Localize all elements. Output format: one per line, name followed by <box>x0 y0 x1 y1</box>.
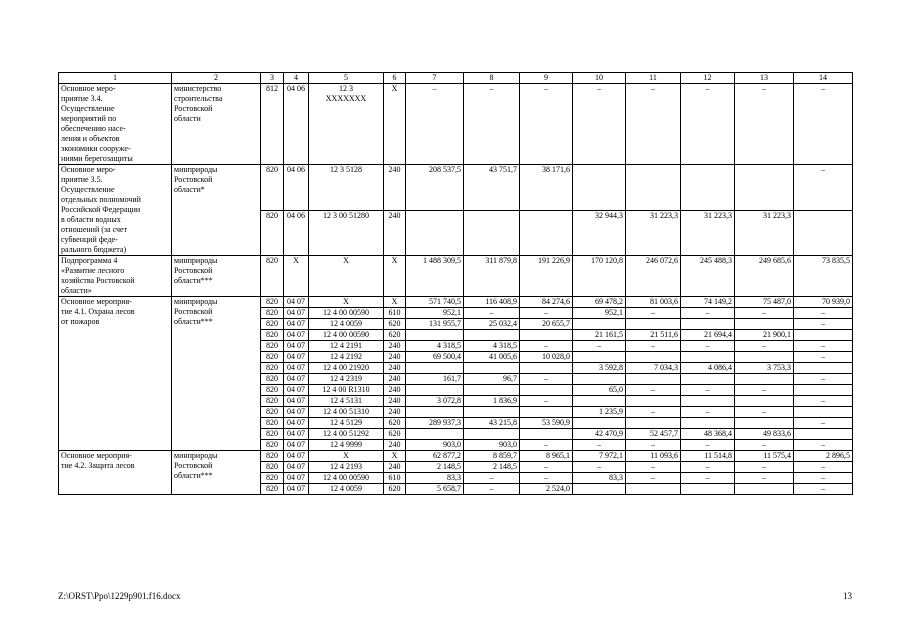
cell: 820 <box>261 407 284 418</box>
cell <box>406 385 464 396</box>
file-path: Z:\ORST\Ppo\1229p901.f16.docx <box>58 591 181 601</box>
table-row <box>59 451 853 462</box>
cell: – <box>626 462 681 473</box>
cell: 31 223,3 <box>626 210 681 256</box>
header-row <box>59 73 853 84</box>
cell: 116 408,9 <box>464 297 520 308</box>
cell <box>520 210 573 256</box>
cell: 1 235,9 <box>573 407 626 418</box>
cell <box>626 418 681 429</box>
cell: 12 4 0059 <box>309 484 384 495</box>
cell: 21 161,5 <box>573 330 626 341</box>
cell: 240 <box>384 396 406 407</box>
cell: – <box>735 440 794 451</box>
cell: – <box>626 473 681 484</box>
cell: – <box>794 473 853 484</box>
cell: – <box>406 84 464 165</box>
cell: X <box>284 256 309 297</box>
cell: X <box>309 451 384 462</box>
cell: 820 <box>261 341 284 352</box>
measure-name: Основное мероприя- тие 4.1. Охрана лесов от пожаров <box>59 297 172 451</box>
cell: 8 859,7 <box>464 451 520 462</box>
cell: – <box>464 308 520 319</box>
cell: 04 07 <box>284 418 309 429</box>
cell <box>406 407 464 418</box>
cell: – <box>681 440 735 451</box>
cell: 952,1 <box>406 308 464 319</box>
cell: – <box>520 374 573 385</box>
cell: 820 <box>261 429 284 440</box>
cell <box>464 429 520 440</box>
cell: 903,0 <box>464 440 520 451</box>
cell: 04 07 <box>284 352 309 363</box>
cell: 32 944,3 <box>573 210 626 256</box>
cell: – <box>735 407 794 418</box>
cell <box>735 352 794 363</box>
cell <box>794 385 853 396</box>
cell: 820 <box>261 308 284 319</box>
cell <box>464 363 520 374</box>
cell: 69 500,4 <box>406 352 464 363</box>
page-footer <box>58 591 852 601</box>
cell: 3 072,8 <box>406 396 464 407</box>
cell: – <box>626 407 681 418</box>
cell: 04 07 <box>284 363 309 374</box>
cell: 4 318,5 <box>406 341 464 352</box>
cell: 65,0 <box>573 385 626 396</box>
cell: 12 4 5131 <box>309 396 384 407</box>
cell: 620 <box>384 418 406 429</box>
column-number: 9 <box>520 73 573 84</box>
cell <box>520 429 573 440</box>
cell: 12 3 XXXXXXX <box>309 84 384 165</box>
cell: 5 658,7 <box>406 484 464 495</box>
cell: 240 <box>384 462 406 473</box>
cell <box>520 363 573 374</box>
cell: 620 <box>384 484 406 495</box>
cell: 610 <box>384 473 406 484</box>
cell: – <box>681 407 735 418</box>
cell <box>626 352 681 363</box>
cell: 12 4 2193 <box>309 462 384 473</box>
executor-name: минприроды Ростовской области* <box>172 165 261 256</box>
cell: 83,3 <box>573 473 626 484</box>
cell <box>406 429 464 440</box>
cell <box>794 330 853 341</box>
cell: – <box>794 462 853 473</box>
cell: 04 07 <box>284 429 309 440</box>
cell <box>406 363 464 374</box>
cell: 38 171,6 <box>520 165 573 211</box>
cell: 31 223,3 <box>735 210 794 256</box>
cell: 12 4 00 R1310 <box>309 385 384 396</box>
column-number: 11 <box>626 73 681 84</box>
cell: 2 896,5 <box>794 451 853 462</box>
cell: X <box>384 84 406 165</box>
cell: 70 939,0 <box>794 297 853 308</box>
column-number: 13 <box>735 73 794 84</box>
cell: 610 <box>384 308 406 319</box>
cell: 2 524,0 <box>520 484 573 495</box>
cell: 903,0 <box>406 440 464 451</box>
cell: 4 086,4 <box>681 363 735 374</box>
cell <box>626 165 681 211</box>
cell <box>735 484 794 495</box>
cell <box>794 429 853 440</box>
cell: 7 972,1 <box>573 451 626 462</box>
cell: – <box>735 341 794 352</box>
cell: 820 <box>261 297 284 308</box>
cell: 81 003,6 <box>626 297 681 308</box>
cell: 20 655,7 <box>520 319 573 330</box>
cell: – <box>794 319 853 330</box>
cell: – <box>626 385 681 396</box>
cell: – <box>794 308 853 319</box>
cell: – <box>520 396 573 407</box>
measure-name: Подпрограмма 4 «Развитие лесного хозяйства Ростовской области» <box>59 256 172 297</box>
cell: 04 07 <box>284 308 309 319</box>
cell: 41 005,6 <box>464 352 520 363</box>
cell: 12 4 00 21920 <box>309 363 384 374</box>
cell: – <box>573 462 626 473</box>
cell: 1 488 309,5 <box>406 256 464 297</box>
cell: – <box>626 341 681 352</box>
cell: – <box>794 165 853 211</box>
cell: – <box>735 84 794 165</box>
cell: – <box>681 84 735 165</box>
cell <box>681 374 735 385</box>
cell: 73 835,5 <box>794 256 853 297</box>
cell: 952,1 <box>573 308 626 319</box>
cell: – <box>626 308 681 319</box>
cell: 04 07 <box>284 451 309 462</box>
cell: 3 592,8 <box>573 363 626 374</box>
cell: 820 <box>261 374 284 385</box>
cell: 240 <box>384 363 406 374</box>
cell: – <box>626 84 681 165</box>
cell: 49 833,6 <box>735 429 794 440</box>
cell <box>573 484 626 495</box>
cell: 12 3 5128 <box>309 165 384 211</box>
cell: 11 093,6 <box>626 451 681 462</box>
cell <box>735 418 794 429</box>
table-row <box>59 84 853 165</box>
cell: X <box>309 256 384 297</box>
cell <box>735 374 794 385</box>
measure-name: Основное мероприя- тие 4.2. Защита лесов <box>59 451 172 495</box>
cell: – <box>794 440 853 451</box>
column-number: 7 <box>406 73 464 84</box>
cell: 04 07 <box>284 319 309 330</box>
cell: 820 <box>261 451 284 462</box>
cell: 96,7 <box>464 374 520 385</box>
cell: 240 <box>384 165 406 211</box>
cell: – <box>626 440 681 451</box>
cell: 249 685,6 <box>735 256 794 297</box>
cell: 04 06 <box>284 210 309 256</box>
cell <box>573 418 626 429</box>
cell: 12 4 0059 <box>309 319 384 330</box>
cell: 240 <box>384 341 406 352</box>
cell: 12 4 00 51292 <box>309 429 384 440</box>
column-number: 4 <box>284 73 309 84</box>
column-number: 10 <box>573 73 626 84</box>
cell: 245 488,3 <box>681 256 735 297</box>
cell <box>626 374 681 385</box>
cell <box>735 319 794 330</box>
cell <box>573 319 626 330</box>
cell: – <box>735 308 794 319</box>
cell: 74 149,2 <box>681 297 735 308</box>
cell: – <box>520 308 573 319</box>
cell: 191 226,9 <box>520 256 573 297</box>
column-number: 3 <box>261 73 284 84</box>
cell: – <box>681 341 735 352</box>
cell: 31 223,3 <box>681 210 735 256</box>
cell: – <box>681 308 735 319</box>
cell: – <box>794 374 853 385</box>
cell <box>794 210 853 256</box>
cell: 620 <box>384 429 406 440</box>
cell: 53 590,9 <box>520 418 573 429</box>
cell: 240 <box>384 407 406 418</box>
cell: 43 215,8 <box>464 418 520 429</box>
cell <box>626 319 681 330</box>
cell: – <box>794 352 853 363</box>
cell: – <box>573 341 626 352</box>
cell: 311 879,8 <box>464 256 520 297</box>
cell: 04 07 <box>284 484 309 495</box>
cell <box>573 374 626 385</box>
cell <box>406 330 464 341</box>
table-row <box>59 297 853 308</box>
cell: 10 028,0 <box>520 352 573 363</box>
cell: 820 <box>261 484 284 495</box>
cell: 69 478,2 <box>573 297 626 308</box>
cell: 12 4 5129 <box>309 418 384 429</box>
cell: 21 511,6 <box>626 330 681 341</box>
cell: 12 4 00 00590 <box>309 330 384 341</box>
cell: 21 900,1 <box>735 330 794 341</box>
cell: 820 <box>261 363 284 374</box>
cell: – <box>794 341 853 352</box>
column-number: 5 <box>309 73 384 84</box>
cell: 240 <box>384 374 406 385</box>
cell: 12 4 00 00590 <box>309 473 384 484</box>
cell <box>626 484 681 495</box>
cell: 571 740,5 <box>406 297 464 308</box>
cell: X <box>384 297 406 308</box>
cell: 04 06 <box>284 84 309 165</box>
cell <box>794 407 853 418</box>
column-number: 12 <box>681 73 735 84</box>
cell: 246 072,6 <box>626 256 681 297</box>
cell <box>794 363 853 374</box>
executor-name: минприроды Ростовской области*** <box>172 256 261 297</box>
cell: 820 <box>261 418 284 429</box>
cell: – <box>681 473 735 484</box>
cell: – <box>794 418 853 429</box>
executor-name: министерство строительства Ростовской области <box>172 84 261 165</box>
cell: – <box>520 440 573 451</box>
cell: 289 937,3 <box>406 418 464 429</box>
cell: 240 <box>384 210 406 256</box>
cell: 3 753,3 <box>735 363 794 374</box>
cell: 04 07 <box>284 396 309 407</box>
cell: – <box>681 462 735 473</box>
cell <box>573 165 626 211</box>
cell: 820 <box>261 256 284 297</box>
cell: – <box>464 84 520 165</box>
cell: 620 <box>384 330 406 341</box>
column-number: 2 <box>172 73 261 84</box>
cell <box>464 407 520 418</box>
cell: X <box>384 256 406 297</box>
cell: – <box>735 385 794 396</box>
cell <box>681 418 735 429</box>
cell: 240 <box>384 385 406 396</box>
cell: 820 <box>261 165 284 211</box>
cell: 812 <box>261 84 284 165</box>
measure-name: Основное меро- приятие 3.5. Осуществление отдельных полномочий Российской Федерации в области водных отношений (за счет субвенций феде- рального бюджета) <box>59 165 172 256</box>
cell: 820 <box>261 330 284 341</box>
cell: – <box>520 462 573 473</box>
cell: 84 274,6 <box>520 297 573 308</box>
cell: – <box>464 473 520 484</box>
cell: – <box>681 385 735 396</box>
cell: 820 <box>261 473 284 484</box>
cell: 04 07 <box>284 330 309 341</box>
table-row <box>59 165 853 211</box>
cell <box>464 210 520 256</box>
cell <box>520 330 573 341</box>
cell: – <box>794 396 853 407</box>
cell: 11 575,4 <box>735 451 794 462</box>
cell: 2 148,5 <box>464 462 520 473</box>
cell: 43 751,7 <box>464 165 520 211</box>
cell: 12 4 2319 <box>309 374 384 385</box>
executor-name: минприроды Ростовской области*** <box>172 451 261 495</box>
cell: 820 <box>261 462 284 473</box>
cell <box>735 165 794 211</box>
cell: 21 694,4 <box>681 330 735 341</box>
cell <box>520 385 573 396</box>
cell: 12 4 00 51310 <box>309 407 384 418</box>
cell: 240 <box>384 440 406 451</box>
cell: 75 487,0 <box>735 297 794 308</box>
cell: 820 <box>261 210 284 256</box>
cell: 04 07 <box>284 473 309 484</box>
cell <box>626 396 681 407</box>
cell: 62 877,2 <box>406 451 464 462</box>
cell: 04 07 <box>284 374 309 385</box>
cell: – <box>520 341 573 352</box>
cell <box>681 319 735 330</box>
cell: 1 836,9 <box>464 396 520 407</box>
cell: – <box>794 484 853 495</box>
cell <box>681 396 735 407</box>
cell: X <box>309 297 384 308</box>
cell: 820 <box>261 396 284 407</box>
cell: 131 955,7 <box>406 319 464 330</box>
cell: 7 034,3 <box>626 363 681 374</box>
column-number: 6 <box>384 73 406 84</box>
cell: 11 514,8 <box>681 451 735 462</box>
cell <box>573 352 626 363</box>
cell: – <box>464 484 520 495</box>
cell: 12 4 9999 <box>309 440 384 451</box>
cell: 04 07 <box>284 440 309 451</box>
cell <box>573 396 626 407</box>
cell: 42 470,9 <box>573 429 626 440</box>
cell: 04 07 <box>284 385 309 396</box>
cell: 240 <box>384 352 406 363</box>
cell: 161,7 <box>406 374 464 385</box>
page-number: 13 <box>843 591 852 601</box>
cell: 04 07 <box>284 462 309 473</box>
executor-name: минприроды Ростовской области*** <box>172 297 261 451</box>
cell <box>681 352 735 363</box>
cell <box>735 396 794 407</box>
cell: 620 <box>384 319 406 330</box>
cell: – <box>520 473 573 484</box>
cell: 820 <box>261 440 284 451</box>
cell: 04 07 <box>284 407 309 418</box>
budget-table <box>58 72 853 495</box>
cell <box>406 210 464 256</box>
cell <box>681 484 735 495</box>
cell: X <box>384 451 406 462</box>
cell: 04 07 <box>284 341 309 352</box>
cell: – <box>794 84 853 165</box>
cell: 2 148,5 <box>406 462 464 473</box>
cell: 04 07 <box>284 297 309 308</box>
cell: 25 032,4 <box>464 319 520 330</box>
cell: 12 4 2191 <box>309 341 384 352</box>
column-number: 8 <box>464 73 520 84</box>
cell: – <box>573 84 626 165</box>
cell: 4 318,5 <box>464 341 520 352</box>
cell: 12 4 00 00590 <box>309 308 384 319</box>
cell: 820 <box>261 352 284 363</box>
cell: 8 965,1 <box>520 451 573 462</box>
cell: 820 <box>261 385 284 396</box>
column-number: 1 <box>59 73 172 84</box>
cell <box>464 385 520 396</box>
measure-name: Основное меро- приятие 3.4. Осуществление мероприятий по обеспечению насе- ления и объектов экономики сооруже- ниями берегозащиты <box>59 84 172 165</box>
cell: – <box>573 440 626 451</box>
cell: 83,3 <box>406 473 464 484</box>
cell: – <box>735 462 794 473</box>
table-row <box>59 256 853 297</box>
cell <box>520 407 573 418</box>
cell: 820 <box>261 319 284 330</box>
cell: 04 06 <box>284 165 309 211</box>
cell: 12 3 00 51280 <box>309 210 384 256</box>
column-number: 14 <box>794 73 853 84</box>
cell: – <box>520 84 573 165</box>
cell <box>681 165 735 211</box>
cell: – <box>735 473 794 484</box>
cell: 48 368,4 <box>681 429 735 440</box>
cell: 12 4 2192 <box>309 352 384 363</box>
cell: 170 120,8 <box>573 256 626 297</box>
cell <box>464 330 520 341</box>
cell: 208 537,5 <box>406 165 464 211</box>
cell: 52 457,7 <box>626 429 681 440</box>
